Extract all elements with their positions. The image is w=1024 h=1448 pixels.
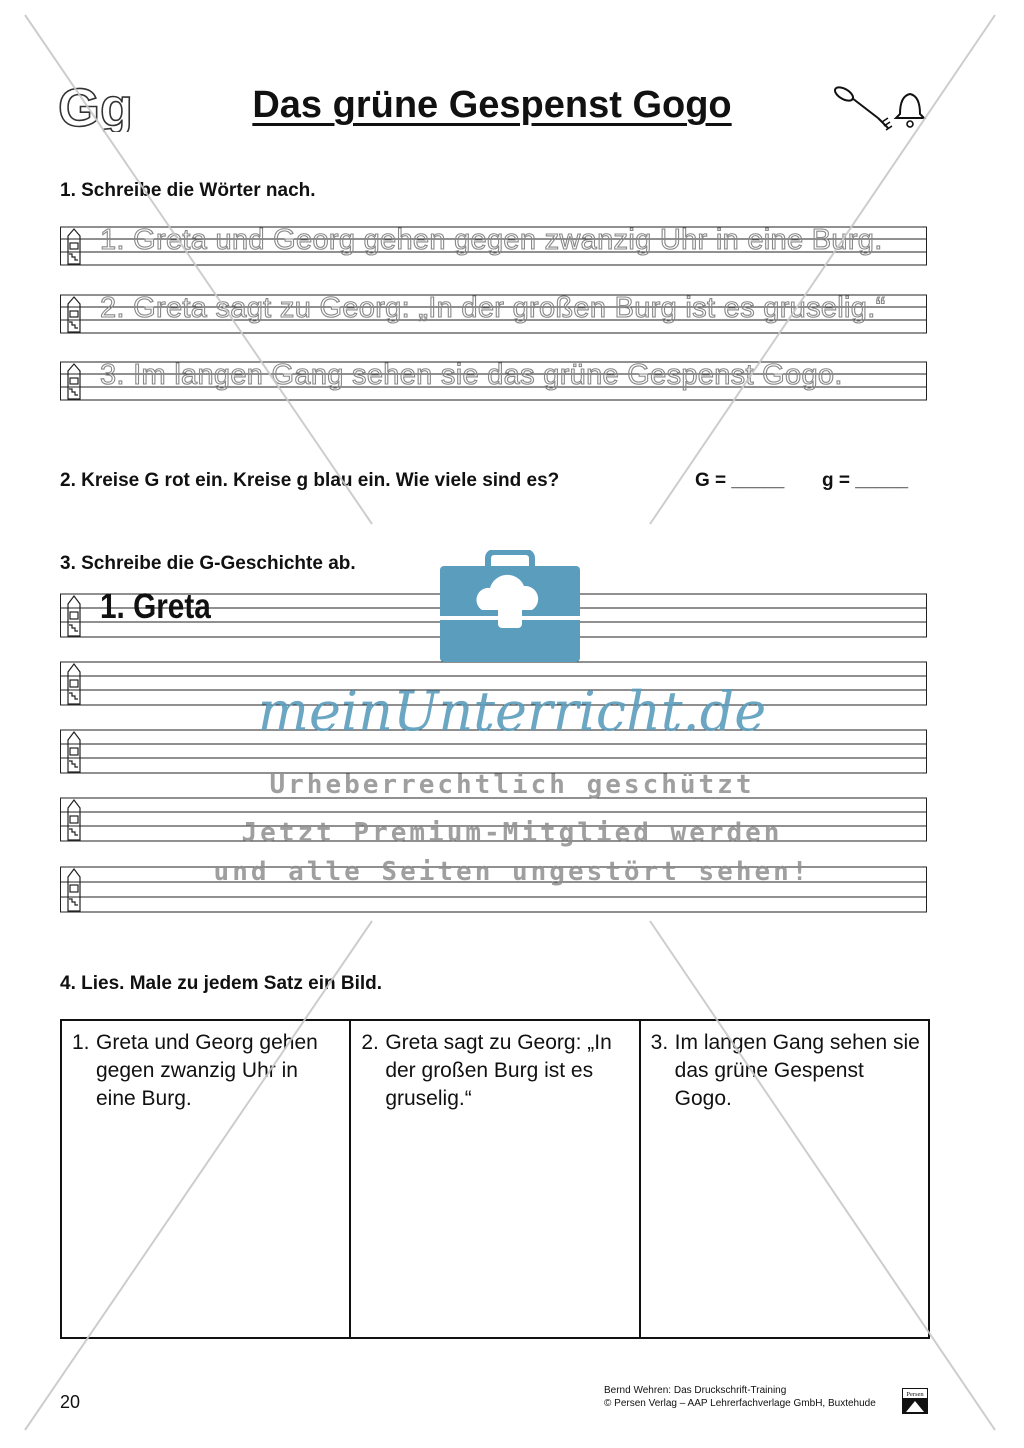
answer-lower-g[interactable]: g = _____ xyxy=(822,470,909,491)
task4-heading: 4. Lies. Male zu jedem Satz ein Bild. xyxy=(60,973,383,994)
watermark-line-2: Jetzt Premium-Mitglied werden xyxy=(241,818,783,848)
task2-heading: 2. Kreise G rot ein. Kreise g blau ein. Wie viele sind es? xyxy=(60,470,560,491)
publisher-logo-text: Persen xyxy=(906,1391,924,1398)
watermark-line-3: und alle Seiten ungestört sehen! xyxy=(213,857,811,887)
trace-text-2: 2. Greta sagt zu Georg: „In der großen Burg ist es gruselig.“ xyxy=(100,292,886,324)
watermark-brand: meinUnterricht.de xyxy=(257,680,767,743)
trace-text-1: 1. Greta und Georg gehen gegen zwanzig Uhr in eine Burg. xyxy=(100,224,883,256)
box-sentence: Greta sagt zu Georg: „In der großen Burg ist es gruselig.“ xyxy=(385,1031,612,1110)
page-title: Das grüne Gespenst Gogo xyxy=(252,84,732,126)
box-number: 3. xyxy=(650,1031,669,1054)
briefcase-cloud-icon xyxy=(440,550,580,670)
watermark-line-1: Urheberrechtlich geschützt xyxy=(269,770,755,800)
box-sentence: Greta und Georg gehen gegen zwanzig Uhr in eine Burg. xyxy=(96,1031,318,1110)
box-number: 1. xyxy=(72,1031,90,1054)
task3-heading: 3. Schreibe die G-Geschichte ab. xyxy=(60,553,356,574)
footer-credit-line-2: © Persen Verlag – AAP Lehrerfachverlage GmbH, Buxtehude xyxy=(604,1398,876,1409)
task1-heading: 1. Schreibe die Wörter nach. xyxy=(60,180,316,201)
page-number: 20 xyxy=(60,1392,81,1412)
answer-upper-g[interactable]: G = _____ xyxy=(695,470,785,491)
trace-text-3: 3. Im langen Gang sehen sie das grüne Gespenst Gogo. xyxy=(100,359,843,391)
footer-credit-line-1: Bernd Wehren: Das Druckschrift-Training xyxy=(604,1385,787,1396)
box-number: 2. xyxy=(361,1031,379,1054)
sample-text: 1. Greta xyxy=(100,587,211,626)
letter-logo-text: Gg xyxy=(58,80,133,132)
box-sentence: Im langen Gang sehen sie das grüne Gespenst Gogo. xyxy=(674,1031,920,1110)
